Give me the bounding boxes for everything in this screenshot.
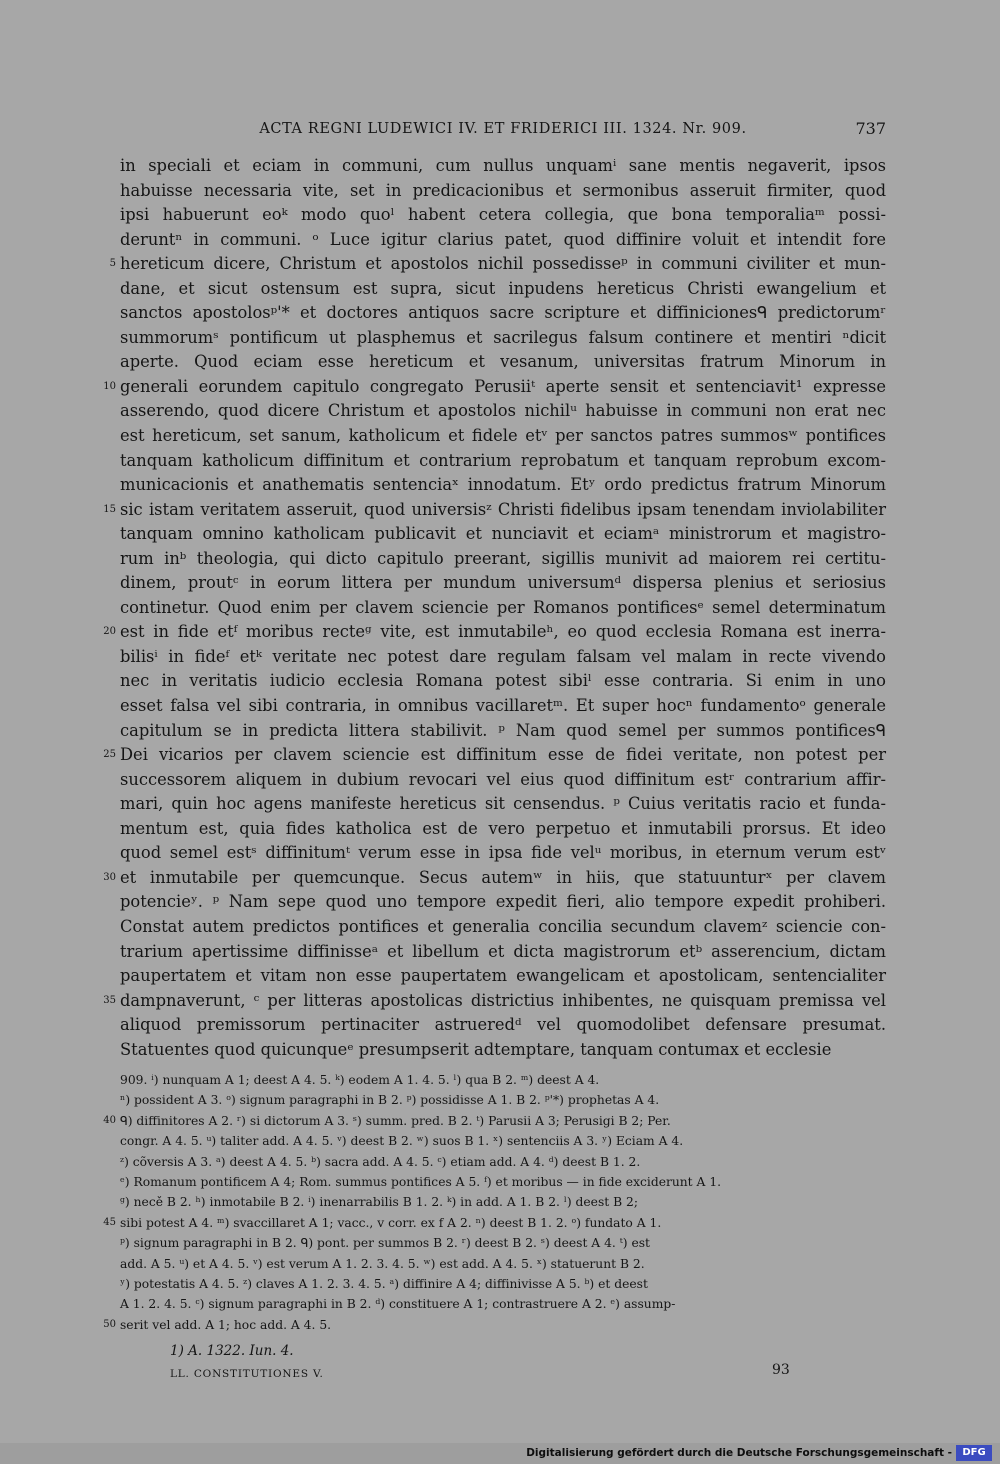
line-text: sanctos apostolosᵖ'* et doctores antiquos sacre scripture et diffinicionesᑫ predictorumʳ: [120, 303, 886, 323]
line-text: aperte. Quod eciam esse hereticum et vesanum, universitas fratrum Minorum in: [120, 352, 886, 372]
footnote-line: [120, 1254, 886, 1274]
text-line: [120, 350, 886, 375]
text-line: [120, 940, 886, 965]
line-text: successorem aliquem in dubium revocari vel eius quod diffinitum estʳ contrarium affir-: [120, 769, 886, 789]
line-text: ᵍ) necě B 2. ʰ) inmotabile B 2. ⁱ) inenarrabilis B 1. 2. ᵏ) in add. A 1. B 2. ˡ) deest B 2;: [120, 1195, 639, 1210]
line-number: 35: [103, 994, 116, 1006]
text-line: [120, 645, 886, 670]
footer-signature: LL. CONSTITUTIONES V.: [170, 1368, 324, 1380]
line-number: 20: [103, 626, 116, 638]
text-line: [120, 301, 886, 326]
text-line: [120, 841, 886, 866]
text-line: [120, 547, 886, 572]
line-text: asserendo, quod dicere Christum et apostolos nichilᵘ habuisse in communi non erat nec: [120, 401, 886, 421]
text-line: [120, 768, 886, 793]
line-text: municacionis et anathematis sentenciaˣ innodatum. Etʸ ordo predictus fratrum Minorum: [120, 475, 886, 495]
footnote-line: [120, 1070, 886, 1090]
footnote-line: [120, 1172, 886, 1192]
line-text: ᑫ) diffinitores A 2. ʳ) si dictorum A 3. ˢ) summ. pred. B 2. ᵗ) Parusii A 3; Perusigi B 2; Per.: [120, 1113, 671, 1128]
running-head-title: ACTA REGNI LUDEWICI IV. ET FRIDERICI III. 1324. Nr. 909.: [259, 121, 747, 137]
line-text: add. A 5. ᵘ) et A 4. 5. ᵛ) est verum A 1. 2. 3. 4. 5. ʷ) est add. A 4. 5. ˣ) statuerunt B 2.: [120, 1256, 645, 1271]
line-text: Statuentes quod quicunqueᵉ presumpserit adtemptare, tanquam contumax et ecclesie: [120, 1039, 832, 1059]
text-line: [120, 1013, 886, 1038]
line-text: ᵉ) Romanum pontificem A 4; Rom. summus pontifices A 5. ᶠ) et moribus — in fide exciderunt A 1.: [120, 1174, 722, 1189]
footnote-line: [120, 1152, 886, 1172]
line-text: ⁿ) possident A 3. ᵒ) signum paragraphi in B 2. ᵖ) possidisse A 1. B 2. ᵖ'*) prophetas A 4.: [120, 1093, 660, 1108]
page-number: 737: [855, 119, 886, 138]
footnote-line: [120, 1274, 886, 1294]
source-note: 1) A. 1322. Iun. 4.: [170, 1343, 294, 1359]
line-text: ᶻ) cõversis A 3. ᵃ) deest A 4. 5. ᵇ) sacra add. A 4. 5. ᶜ) etiam add. A 4. ᵈ) deest B 1. 2.: [120, 1154, 641, 1169]
text-line: [120, 964, 886, 989]
footnote-line: [120, 1233, 886, 1253]
text-line: [120, 571, 886, 596]
text-line: [120, 277, 886, 302]
line-text: tanquam katholicum diffinitum et contrarium reprobatum et tanquam reprobum excom-: [120, 450, 886, 470]
line-text: summorumˢ pontificum ut plasphemus et sacrilegus falsum continere et mentiri ⁿdicit: [120, 327, 886, 347]
text-line: [103, 375, 886, 400]
footnote-line: [120, 1090, 886, 1110]
line-number: 40: [103, 1114, 116, 1126]
text-line: [120, 522, 886, 547]
line-text: deruntⁿ in communi. ᵒ Luce igitur clarius patet, quod diffinire voluit et intendit fore: [120, 229, 886, 249]
dfg-funding-text: Digitalisierung gefördert durch die Deutsche Forschungsgemeinschaft -: [526, 1447, 952, 1459]
line-text: dane, et sicut ostensum est supra, sicut inpudens hereticus Christi ewangelium et: [120, 278, 886, 298]
line-text: serit vel add. A 1; hoc add. A 4. 5.: [120, 1317, 332, 1332]
dfg-logo-icon: DFG: [956, 1445, 992, 1461]
text-line: [120, 473, 886, 498]
text-line: [120, 154, 886, 179]
footer-sheet-number: 93: [772, 1362, 790, 1378]
line-text: continetur. Quod enim per clavem sciencie per Romanos pontificesᵉ semel determinatum: [120, 597, 886, 617]
text-line: [120, 719, 886, 744]
text-line: [103, 620, 886, 645]
line-text: generali eorundem capitulo congregato Perusiiᵗ aperte sensit et sentenciavit¹ expresse: [120, 376, 886, 396]
line-text: tanquam omnino katholicam publicavit et nunciavit et eciamᵃ ministrorum et magistro-: [120, 524, 886, 544]
footnote-line: [120, 1192, 886, 1212]
line-text: dampnaverunt, ᶜ per litteras apostolicas districtius inhibentes, ne quisquam premissa vel: [120, 990, 886, 1010]
text-line: [103, 989, 886, 1014]
text-line: [120, 326, 886, 351]
line-number: 25: [103, 749, 116, 761]
footnote-line: [120, 1131, 886, 1151]
line-number: 5: [109, 258, 116, 270]
footnote-line: [103, 1315, 886, 1335]
line-text: 909. ⁱ) nunquam A 1; deest A 4. 5. ᵏ) eodem A 1. 4. 5. ˡ) qua B 2. ᵐ) deest A 4.: [120, 1073, 600, 1087]
line-text: capitulum se in predicta littera stabilivit. ᵖ Nam quod semel per summos pontificesᑫ: [120, 720, 886, 740]
text-line: [120, 424, 886, 449]
line-text: potencieʸ. ᵖ Nam sepe quod uno tempore expedit fieri, alio tempore expedit prohiberi.: [120, 892, 886, 912]
line-text: paupertatem et vitam non esse paupertatem ewangelicam et apostolicam, sentencialiter: [120, 966, 886, 986]
text-line: [109, 252, 886, 277]
line-text: aliquod premissorum pertinaciter astrueredᵈ vel quomodolibet defensare presumat.: [120, 1015, 886, 1035]
line-text: sic istam veritatem asseruit, quod universisᶻ Christi fidelibus ipsam tenendam inviolabiliter: [120, 499, 886, 519]
text-line: [103, 866, 886, 891]
critical-apparatus: [103, 1070, 886, 1335]
text-line: [120, 399, 886, 424]
line-text: hereticum dicere, Christum et apostolos nichil possedisseᵖ in communi civiliter et mun-: [120, 254, 886, 274]
line-text: rum inᵇ theologia, qui dicto capitulo preerant, sigillis munivit ad maiorem rei certitu-: [120, 548, 886, 568]
text-line: [120, 203, 886, 228]
line-text: mentum est, quia fides katholica est de vero perpetuo et inmutabili prorsus. Et ideo: [120, 818, 886, 838]
line-text: ʸ) potestatis A 4. 5. ᶻ) claves A 1. 2. 3. 4. 5. ᵃ) diffinire A 4; diffinivisse A 5. ᵇ) et deest: [120, 1276, 648, 1291]
text-line: [103, 498, 886, 523]
text-line: [120, 596, 886, 621]
line-number: 30: [103, 871, 116, 883]
running-header: [120, 118, 886, 140]
text-line: [120, 179, 886, 204]
line-number: 15: [103, 503, 116, 515]
line-number: 10: [103, 380, 116, 392]
line-text: Constat autem predictos pontifices et generalia concilia secundum clavemᶻ sciencie con-: [120, 916, 886, 936]
line-text: A 1. 2. 4. 5. ᶜ) signum paragraphi in B 2. ᵈ) constituere A 1; contrastruere A 2. ᵉ) assump-: [120, 1297, 676, 1312]
text-line: [103, 743, 886, 768]
line-number: 45: [103, 1216, 116, 1228]
text-line: [120, 817, 886, 842]
text-line: [120, 915, 886, 940]
text-line: [120, 228, 886, 253]
line-text: et inmutabile per quemcunque. Secus autemʷ in hiis, que statuunturˣ per clavem: [120, 867, 886, 887]
footnote-line: [120, 1294, 886, 1314]
text-line: [120, 669, 886, 694]
text-line: [120, 449, 886, 474]
text-line: [120, 792, 886, 817]
text-line: [120, 694, 886, 719]
line-text: est in fide etᶠ moribus recteᵍ vite, est inmutabileʰ, eo quod ecclesia Romana est inerra-: [120, 622, 886, 642]
line-text: esset falsa vel sibi contraria, in omnibus vacillaretᵐ. Et super hocⁿ fundamentoᵒ generale: [120, 696, 886, 716]
footnote-line: [103, 1111, 886, 1131]
line-text: congr. A 4. 5. ᵘ) taliter add. A 4. 5. ᵛ) deest B 2. ʷ) suos B 1. ˣ) sentenciis A 3. ʸ) Eciam A 4.: [120, 1134, 684, 1149]
footnote-line: [103, 1213, 886, 1233]
line-text: trarium apertissime diffinisseᵃ et libellum et dicta magistrorum etᵇ asserencium, dictam: [120, 941, 886, 961]
line-text: dinem, proutᶜ in eorum littera per mundum universumᵈ dispersa plenius et seriosius: [120, 573, 886, 593]
line-text: quod semel estˢ diffinitumᵗ verum esse in ipsa fide velᵘ moribus, in eternum verum estᵛ: [120, 843, 886, 863]
line-text: ipsi habuerunt eoᵏ modo quoˡ habent cetera collegia, que bona temporaliaᵐ possi-: [120, 205, 886, 225]
text-line: [120, 1038, 886, 1063]
line-text: sibi potest A 4. ᵐ) svaccillaret A 1; vacc., v corr. ex f A 2. ⁿ) deest B 1. 2. ᵒ) fundato A 1.: [120, 1215, 662, 1230]
line-text: habuisse necessaria vite, set in predicacionibus et sermonibus asseruit firmiter, quod: [120, 180, 886, 200]
line-text: est hereticum, set sanum, katholicum et fidele etᵛ per sanctos patres summosʷ pontifices: [120, 426, 886, 446]
dfg-banner: [0, 1443, 1000, 1464]
line-text: ᵖ) signum paragraphi in B 2. ᑫ) pont. per summos B 2. ʳ) deest B 2. ˢ) deest A 4. ᵗ) est: [120, 1236, 650, 1251]
line-text: in speciali et eciam in communi, cum nullus unquamⁱ sane mentis negaverit, ipsos: [120, 156, 886, 175]
line-number: 50: [103, 1318, 116, 1330]
line-text: nec in veritatis iudicio ecclesia Romana potest sibiˡ esse contraria. Si enim in uno: [120, 671, 886, 691]
line-text: mari, quin hoc agens manifeste hereticus sit censendus. ᵖ Cuius veritatis racio et funda-: [120, 794, 886, 814]
line-text: Dei vicarios per clavem sciencie est diffinitum esse de fidei veritate, non potest per: [120, 745, 886, 765]
text-line: [120, 890, 886, 915]
main-text-column: [103, 154, 886, 1062]
line-text: bilisⁱ in fideᶠ etᵏ veritate nec potest dare regulam falsam vel malam in recte vivendo: [120, 646, 886, 666]
